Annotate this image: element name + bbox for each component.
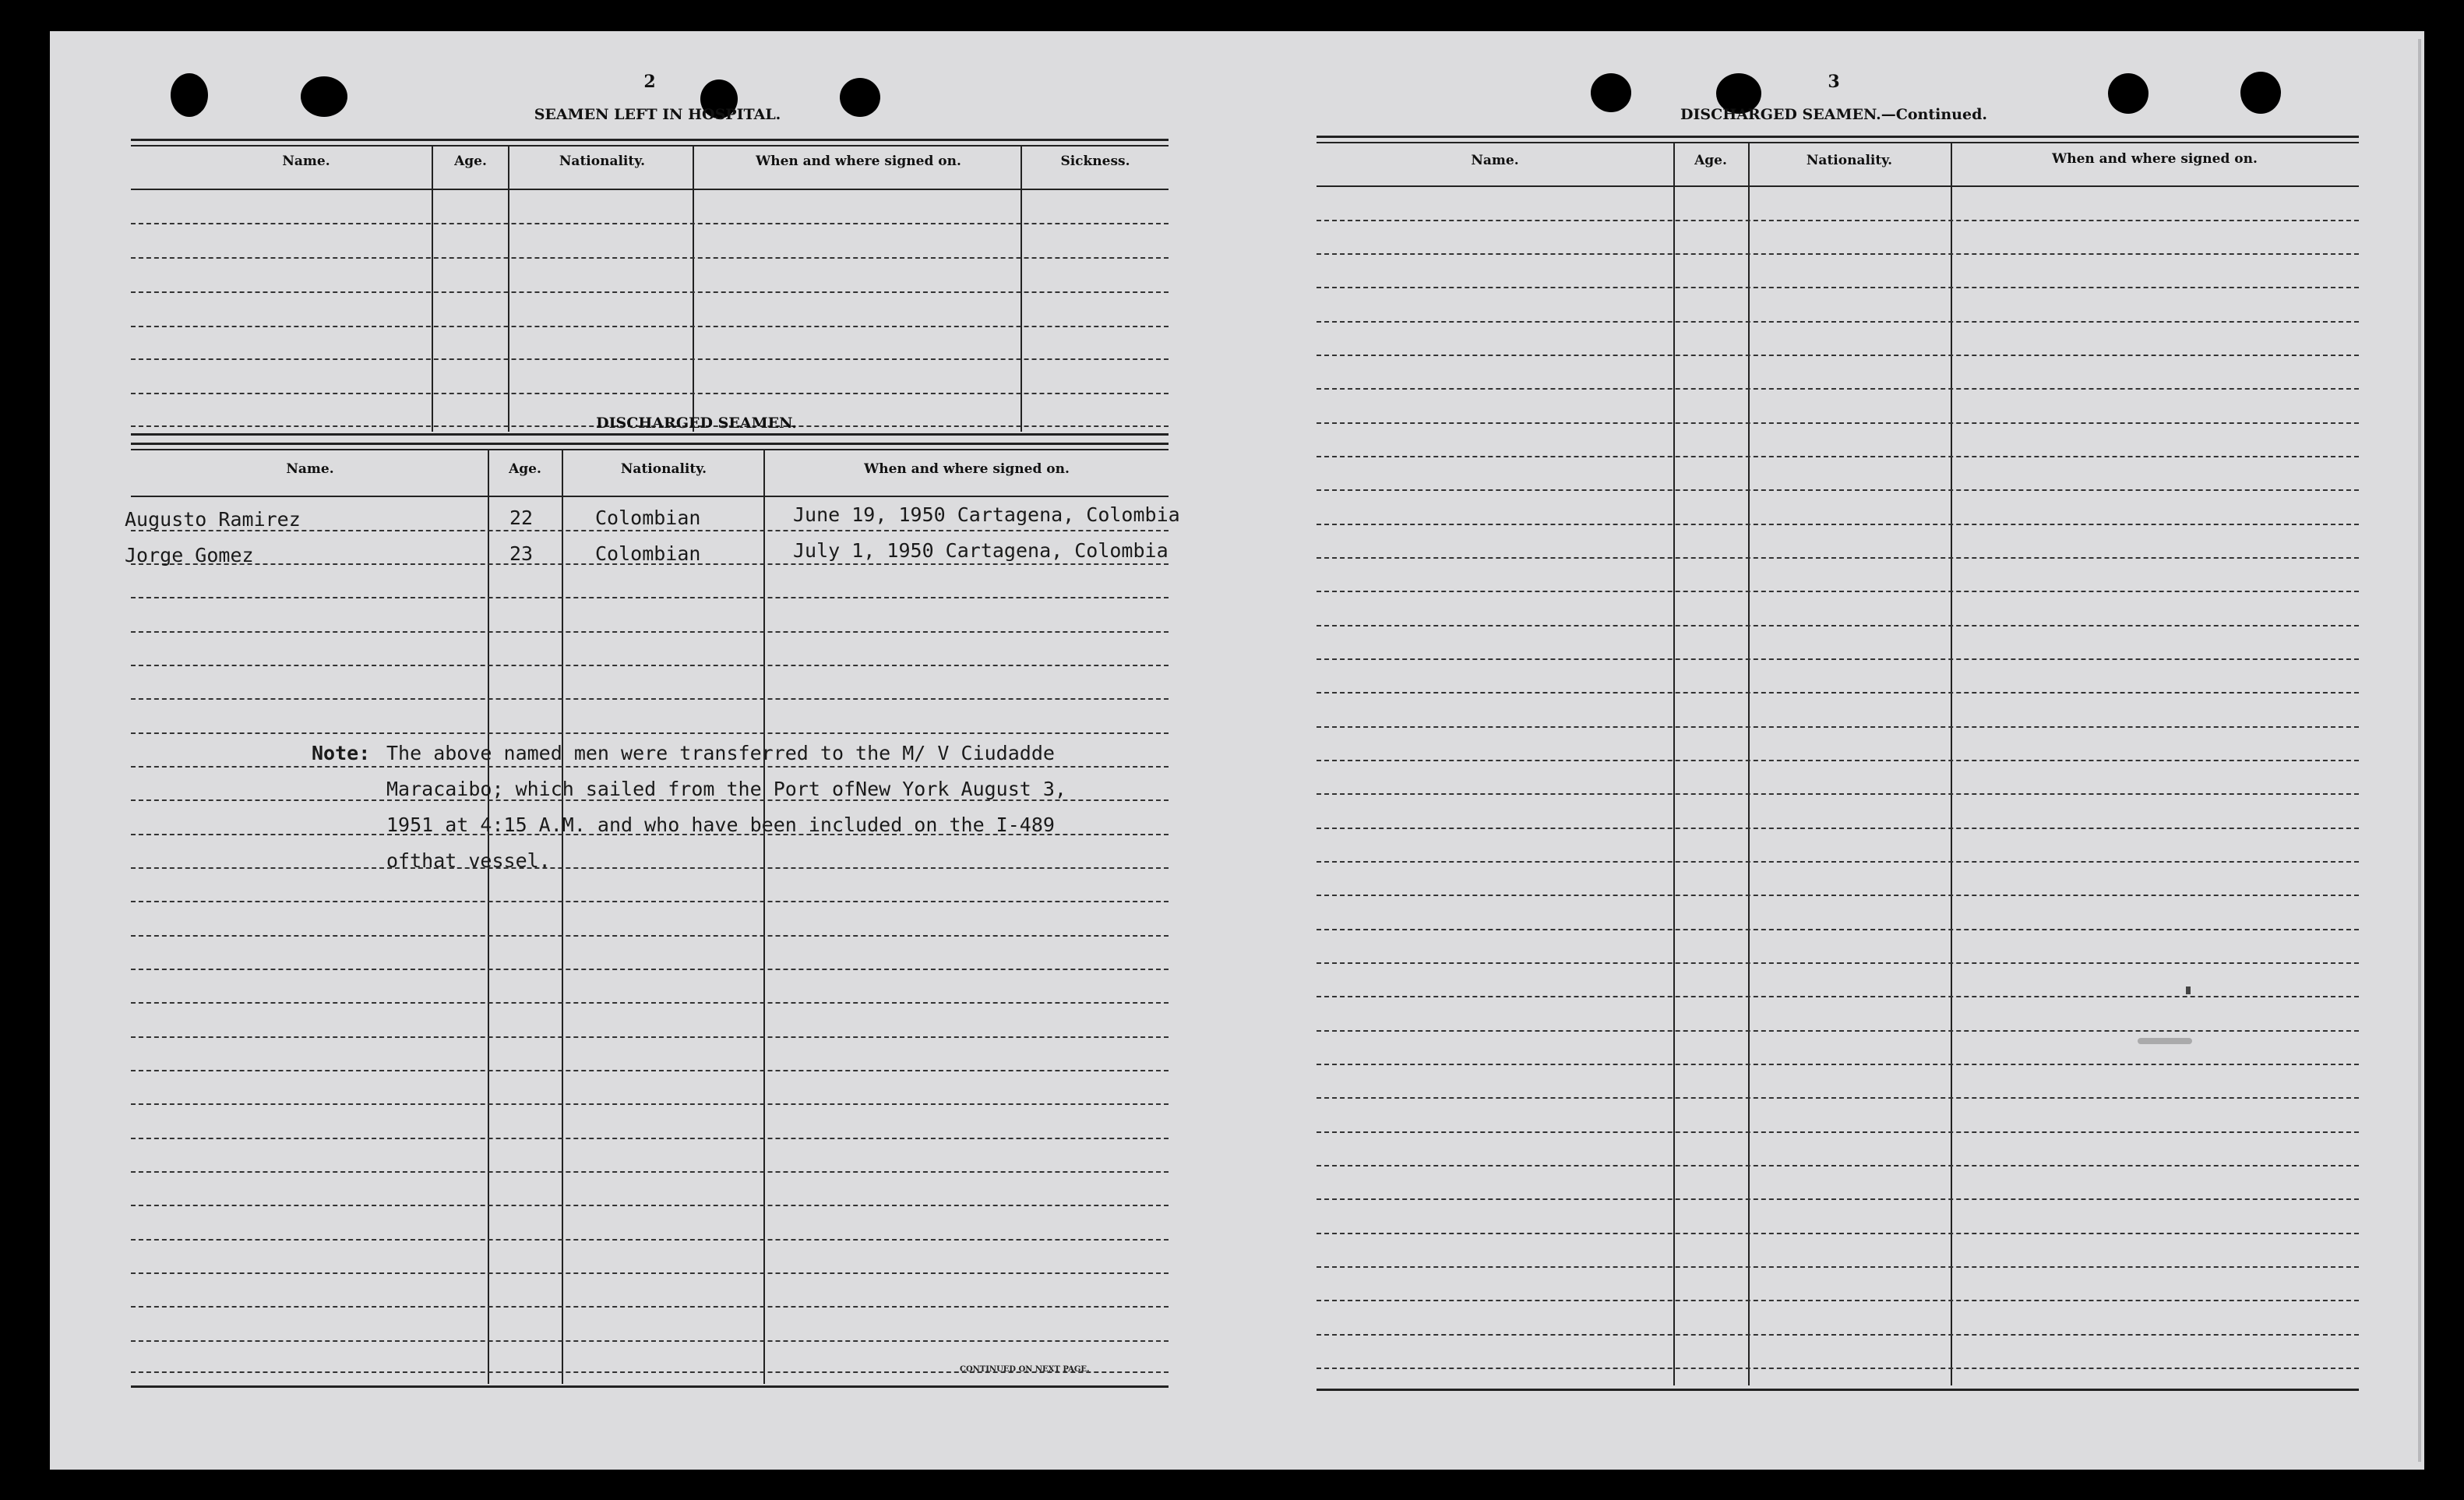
table-rule <box>1317 136 2359 138</box>
column-divider <box>763 449 765 1384</box>
column-header-name: Name. <box>1471 153 1519 168</box>
entry-line <box>131 393 1169 394</box>
column-divider <box>693 145 694 432</box>
note-line: Maracaibo; which sailed from the Port ofNew York August 3, <box>386 778 1066 800</box>
table-rule <box>131 496 1169 497</box>
entry-line <box>1317 1198 2359 1200</box>
entry-line <box>131 597 1169 598</box>
entry-line <box>131 1138 1169 1139</box>
entry-line <box>1317 1334 2359 1336</box>
entry-line <box>1317 625 2359 626</box>
table-rule <box>131 443 1169 445</box>
entry-line <box>131 1036 1169 1038</box>
table-rule <box>131 145 1169 146</box>
column-header-name: Name. <box>286 461 334 477</box>
entry-line <box>1317 996 2359 997</box>
entry-line <box>131 1272 1169 1274</box>
seaman-age: 22 <box>509 506 534 529</box>
table-rule <box>131 449 1169 450</box>
continued-footer: CONTINUED ON NEXT PAGE. <box>960 1365 1090 1374</box>
entry-line <box>131 698 1169 700</box>
note-label: Note: <box>312 742 371 764</box>
entry-line <box>131 631 1169 633</box>
entry-line <box>131 901 1169 902</box>
note-line: ofthat vessel. <box>386 849 551 872</box>
entry-line <box>1317 321 2359 323</box>
entry-line <box>131 1239 1169 1241</box>
page-number: 2 <box>643 72 656 92</box>
seaman-age: 23 <box>509 542 534 565</box>
document-sheet <box>50 31 2424 1470</box>
entry-line <box>131 1205 1169 1206</box>
entry-line <box>1317 828 2359 829</box>
table-rule <box>1317 185 2359 187</box>
entry-line <box>1317 253 2359 255</box>
entry-line <box>1317 489 2359 491</box>
column-header-signed-on: When and where signed on. <box>756 154 961 169</box>
entry-line <box>1317 591 2359 592</box>
entry-line <box>131 1070 1169 1071</box>
entry-line <box>131 291 1169 293</box>
entry-line <box>1317 692 2359 694</box>
entry-line <box>1317 355 2359 356</box>
entry-line <box>1317 456 2359 457</box>
entry-line <box>1317 1097 2359 1099</box>
entry-line <box>1317 388 2359 390</box>
column-header-signed-on: When and where signed on. <box>864 461 1070 477</box>
entry-line <box>1317 658 2359 660</box>
punch-hole <box>1591 73 1631 112</box>
table-rule <box>131 433 1169 436</box>
note-line: 1951 at 4:15 A.M. and who have been included on the I-489 <box>386 814 1055 836</box>
column-divider <box>562 449 563 1384</box>
entry-line <box>131 223 1169 224</box>
entry-line <box>131 1002 1169 1004</box>
entry-line <box>1317 1131 2359 1133</box>
entry-line <box>1317 793 2359 795</box>
entry-line <box>1317 1165 2359 1166</box>
entry-line <box>1317 861 2359 863</box>
ink-mark <box>2186 986 2191 994</box>
entry-line <box>131 257 1169 259</box>
entry-line <box>131 358 1169 360</box>
entry-line <box>1317 1368 2359 1369</box>
punch-hole <box>2240 72 2281 114</box>
entry-line <box>131 326 1169 327</box>
seaman-signed-on: July 1, 1950 Cartagena, Colombia <box>793 539 1169 562</box>
column-header-age: Age. <box>1694 153 1727 168</box>
entry-line <box>131 867 1169 869</box>
seaman-name: Jorge Gomez <box>125 544 254 566</box>
entry-line <box>1317 1233 2359 1234</box>
entry-line <box>1317 524 2359 525</box>
section-title-discharged-continued: DISCHARGED SEAMEN.—Continued. <box>1680 106 1987 123</box>
column-divider <box>508 145 509 432</box>
entry-line <box>131 1340 1169 1342</box>
table-rule <box>131 189 1169 190</box>
column-header-nationality: Nationality. <box>559 154 646 169</box>
page-edge <box>2418 39 2421 1462</box>
note-line: The above named men were transferred to the M/ V Ciudadde <box>386 742 1055 764</box>
entry-line <box>1317 895 2359 896</box>
table-rule <box>1317 1389 2359 1391</box>
entry-line <box>131 1306 1169 1308</box>
entry-line <box>1317 726 2359 728</box>
section-title-hospital: SEAMEN LEFT IN HOSPITAL. <box>534 106 781 123</box>
punch-hole <box>840 78 880 117</box>
column-header-name: Name. <box>282 154 330 169</box>
column-header-nationality: Nationality. <box>1806 153 1893 168</box>
table-rule <box>131 139 1169 141</box>
column-header-age: Age. <box>509 461 541 477</box>
entry-line <box>1317 962 2359 964</box>
entry-line <box>131 732 1169 734</box>
entry-line <box>1317 220 2359 221</box>
seaman-signed-on: June 19, 1950 Cartagena, Colombia <box>793 503 1180 526</box>
entry-line <box>131 766 1169 768</box>
entry-line <box>1317 1064 2359 1065</box>
column-header-nationality: Nationality. <box>620 461 707 477</box>
section-title-discharged: DISCHARGED SEAMEN. <box>596 415 797 432</box>
column-divider <box>488 449 489 1384</box>
entry-line <box>1317 760 2359 761</box>
entry-line <box>131 969 1169 970</box>
entry-line <box>1317 1266 2359 1268</box>
column-divider <box>1020 145 1022 432</box>
seaman-nationality: Colombian <box>595 506 701 529</box>
entry-line <box>131 935 1169 937</box>
entry-line <box>1317 1030 2359 1032</box>
punch-hole <box>301 76 347 117</box>
entry-line <box>131 1171 1169 1173</box>
punch-hole <box>171 73 208 117</box>
ink-smudge <box>2138 1038 2192 1044</box>
column-header-signed-on: When and where signed on. <box>2052 151 2258 167</box>
column-divider <box>432 145 433 432</box>
punch-hole <box>2108 73 2149 114</box>
table-rule <box>1317 142 2359 143</box>
seaman-nationality: Colombian <box>595 542 701 565</box>
seaman-name: Augusto Ramirez <box>125 508 301 531</box>
entry-line <box>1317 1300 2359 1301</box>
column-header-sickness: Sickness. <box>1060 154 1130 169</box>
entry-line <box>1317 929 2359 930</box>
entry-line <box>131 665 1169 666</box>
column-header-age: Age. <box>454 154 487 169</box>
entry-line <box>131 1103 1169 1105</box>
entry-line <box>1317 287 2359 288</box>
table-rule <box>131 1385 1169 1388</box>
page-number: 3 <box>1828 72 1840 92</box>
entry-line <box>1317 422 2359 424</box>
entry-line <box>1317 557 2359 559</box>
